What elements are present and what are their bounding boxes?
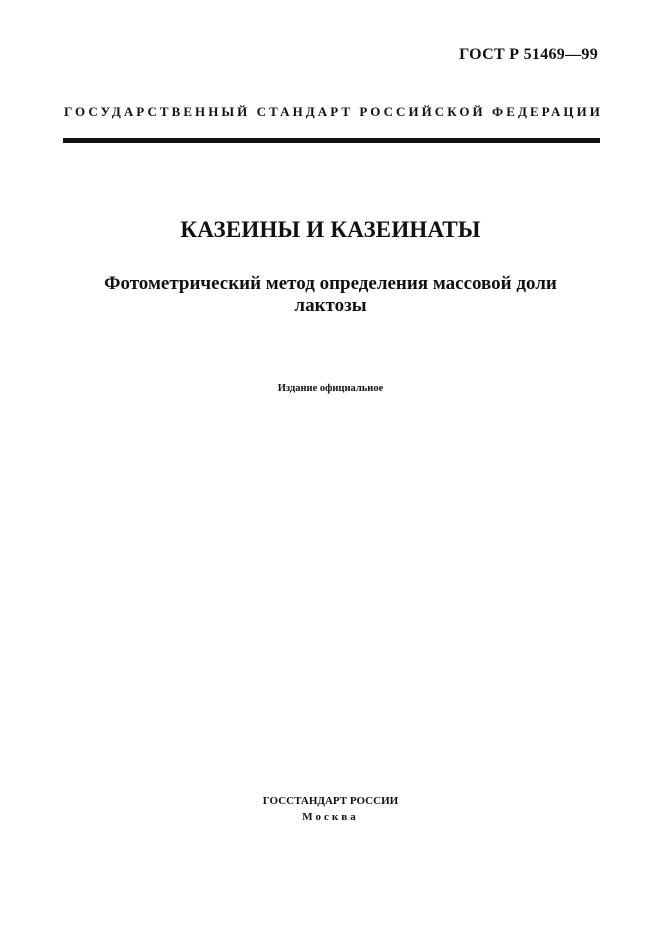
- document-code: ГОСТ Р 51469—99: [459, 46, 598, 63]
- publisher: ГОССТАНДАРТ РОССИИ: [262, 795, 399, 807]
- document-subtitle: [60, 273, 601, 317]
- subtitle-line-2: лактозы: [294, 295, 367, 316]
- edition-note: Издание официальное: [277, 383, 384, 394]
- org-header: ГОСУДАРСТВЕННЫЙ СТАНДАРТ РОССИЙСКОЙ ФЕДЕРАЦИИ: [64, 104, 603, 119]
- document-title: КАЗЕИНЫ И КАЗЕИНАТЫ: [180, 217, 481, 242]
- header-divider: [63, 138, 600, 143]
- subtitle-line-1: Фотометрический метод определения массовой доли: [104, 273, 557, 294]
- publication-city: Москва: [302, 811, 359, 823]
